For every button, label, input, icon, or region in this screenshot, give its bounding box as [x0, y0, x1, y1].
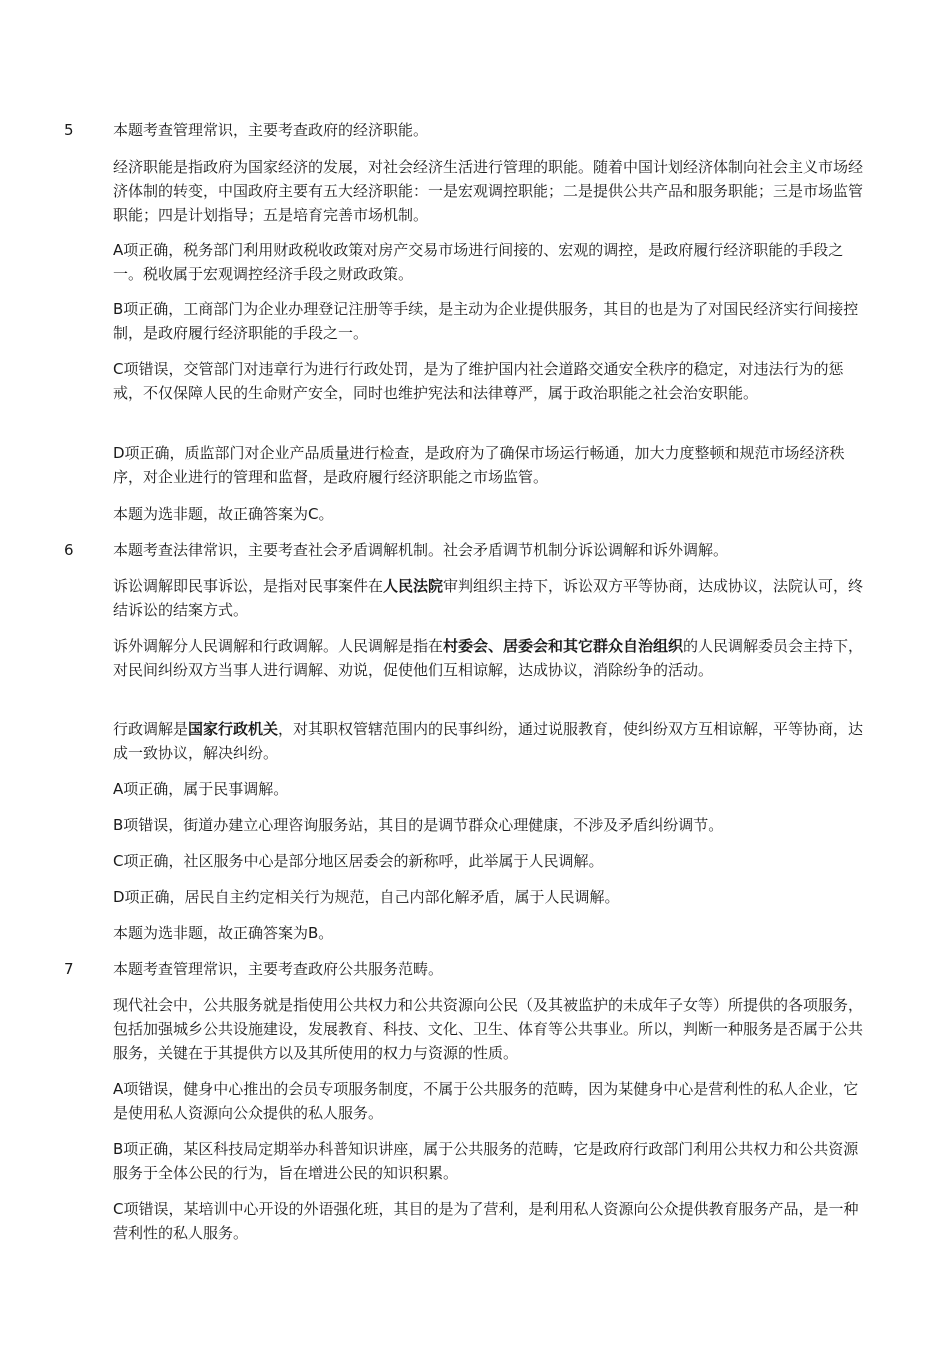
text-run: B项错误，街道办建立心理咨询服务站，其目的是调节群众心理健康，不涉及矛盾纠纷调节。 — [113, 816, 724, 834]
text-run: 的人民调解委员会主持下，对民间纠纷双方当事人进行调解、劝说，促使他们互相谅解，达成协议，消除纷争的活动。 — [113, 637, 864, 679]
text-run: 本题考查法律常识，主要考查社会矛盾调解机制。社会矛盾调节机制分诉讼调解和诉外调解。 — [113, 541, 729, 559]
paragraph — [113, 155, 865, 227]
text-run: 本题考查管理常识，主要考查政府的经济职能。 — [113, 121, 429, 139]
text-run: 本题为选非题，故正确答案为B。 — [113, 924, 334, 942]
text-run: 行政调解是 — [113, 720, 189, 738]
paragraph — [113, 849, 865, 873]
text-run: 本题为选非题，故正确答案为C。 — [113, 505, 334, 523]
text-run: 审判组织主持下，诉讼双方平等协商，达成协议，法院认可，终结诉讼的结案方式。 — [113, 577, 864, 619]
text-run: C项错误，交管部门对违章行为进行行政处罚，是为了维护国内社会道路交通安全秩序的稳定，对违法行为的惩戒，不仅保障人民的生命财产安全，同时也维护宪法和法律尊严，属于政治职能之社会治安职能。 — [113, 360, 844, 402]
question-number: 6 — [64, 541, 74, 559]
paragraph — [113, 1197, 865, 1245]
paragraph — [113, 885, 865, 909]
text-run: A项错误，健身中心推出的会员专项服务制度，不属于公共服务的范畴，因为某健身中心是营利性的私人企业，它是使用私人资源向公众提供的私人服务。 — [113, 1080, 859, 1122]
text-run: C项正确，社区服务中心是部分地区居委会的新称呼，此举属于人民调解。 — [113, 852, 604, 870]
text-run: D项正确，质监部门对企业产品质量进行检查，是政府为了确保市场运行畅通，加大力度整顿和规范市场经济秩序，对企业进行的管理和监督，是政府履行经济职能之市场监管。 — [113, 444, 845, 486]
paragraph — [113, 1137, 865, 1185]
text-run: 经济职能是指政府为国家经济的发展，对社会经济生活进行管理的职能。随着中国计划经济体制向社会主义市场经济体制的转变，中国政府主要有五大经济职能：一是宏观调控职能；二是提供公共产品和服务职能；三是市场监管职能；四是计划指导；五是培育完善市场机制。 — [113, 158, 864, 224]
paragraph — [113, 574, 865, 622]
text-run: C项错误，某培训中心开设的外语强化班，其目的是为了营利，是利用私人资源向公众提供教育服务产品，是一种营利性的私人服务。 — [113, 1200, 859, 1242]
paragraph — [113, 297, 865, 345]
text-run: 诉讼调解即民事诉讼，是指对民事案件在 — [113, 577, 384, 595]
text-run: A项正确，税务部门利用财政税收政策对房产交易市场进行间接的、宏观的调控，是政府履行经济职能的手段之一。税收属于宏观调控经济手段之财政政策。 — [113, 241, 844, 283]
paragraph — [113, 813, 865, 837]
paragraph — [113, 238, 865, 286]
paragraph — [113, 538, 865, 562]
bold-text: 村委会、居委会和其它群众自治组织 — [443, 637, 684, 655]
bold-text: 国家行政机关 — [188, 720, 279, 738]
paragraph — [113, 993, 865, 1065]
paragraph — [113, 1077, 865, 1125]
text-run: 现代社会中，公共服务就是指使用公共权力和公共资源向公民（及其被监护的未成年子女等）所提供的各项服务，包括加强城乡公共设施建设，发展教育、科技、文化、卫生、体育等公共事业。所以，判断一种服务是否属于公共服务，关键在于其提供方以及其所使用的权力与资源的性质。 — [113, 996, 864, 1062]
paragraph — [113, 777, 865, 801]
text-run: A项正确，属于民事调解。 — [113, 780, 289, 798]
paragraph — [113, 921, 865, 945]
paragraph — [113, 357, 865, 405]
text-run: B项正确，工商部门为企业办理登记注册等手续，是主动为企业提供服务，其目的也是为了对国民经济实行间接控制，是政府履行经济职能的手段之一。 — [113, 300, 859, 342]
paragraph — [113, 717, 865, 765]
question-number: 7 — [64, 960, 74, 978]
paragraph — [113, 441, 865, 489]
text-run: D项正确，居民自主约定相关行为规范，自己内部化解矛盾，属于人民调解。 — [113, 888, 620, 906]
text-run: 本题考查管理常识，主要考查政府公共服务范畴。 — [113, 960, 444, 978]
question-number: 5 — [64, 121, 74, 139]
bold-text: 人民法院 — [383, 577, 444, 595]
text-run: ，对其职权管辖范围内的民事纠纷，通过说服教育，使纠纷双方互相谅解，平等协商，达成一致协议，解决纠纷。 — [113, 720, 864, 762]
text-run: 诉外调解分人民调解和行政调解。人民调解是指在 — [113, 637, 444, 655]
paragraph — [113, 502, 865, 526]
paragraph — [113, 957, 865, 981]
text-run: B项正确，某区科技局定期举办科普知识讲座，属于公共服务的范畴，它是政府行政部门利用公共权力和公共资源服务于全体公民的行为，旨在增进公民的知识积累。 — [113, 1140, 859, 1182]
paragraph — [113, 634, 865, 682]
paragraph — [113, 118, 865, 142]
